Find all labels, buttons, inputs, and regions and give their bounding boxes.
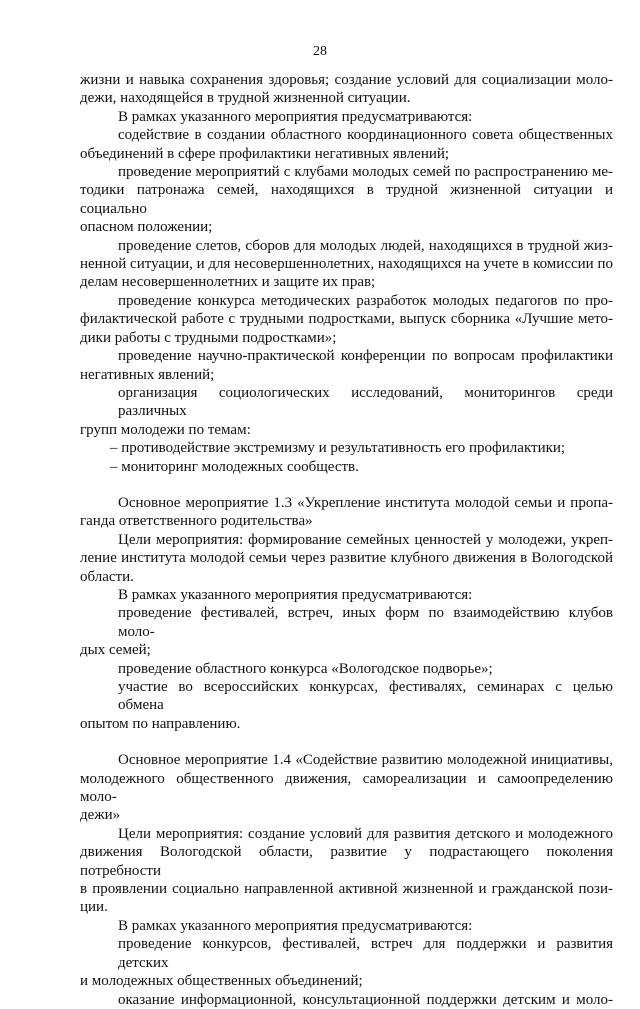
paragraph <box>80 751 613 825</box>
paragraph <box>80 237 613 292</box>
section-spacer <box>80 733 613 751</box>
text-line: В рамках указанного мероприятия предусматриваются: <box>118 108 473 125</box>
paragraph <box>80 604 613 659</box>
text-line: ненной ситуации, и для несовершеннолетних, находящихся на учете в комиссии по <box>80 256 613 273</box>
list-item: – противодействие экстремизму и результативность его профилактики; <box>110 440 566 457</box>
text-line: тодики патронажа семей, находящихся в трудной жизненной ситуации и социально <box>80 182 613 217</box>
text-line: молодежного общественного движения, самореализации и самоопределению моло- <box>80 770 613 806</box>
text-line: опытом по направлению. <box>80 715 241 732</box>
text-line: проведение конкурсов, фестивалей, встреч для поддержки и развития детских <box>118 936 613 971</box>
text-line: Цели мероприятия: формирование семейных ценностей у молодежи, укреп- <box>118 531 613 548</box>
text-line: проведение слетов, сборов для молодых людей, находящихся в трудной жиз- <box>118 237 613 254</box>
text-line: проведение конкурса методических разработок молодых педагогов по про- <box>118 292 613 309</box>
paragraph <box>80 126 613 163</box>
text-line: объединений в сфере профилактики негативных явлений; <box>80 145 450 162</box>
paragraph <box>80 71 613 108</box>
paragraph <box>80 163 613 237</box>
paragraph <box>80 384 613 439</box>
text-line: содействие в создании областного координационного совета общественных <box>118 127 613 144</box>
text-line: и молодежных общественных объединений; <box>80 973 363 990</box>
paragraph <box>80 917 613 935</box>
paragraph <box>80 108 613 126</box>
text-line: филактической работе с трудными подростками, выпуск сборника «Лучшие мето- <box>80 311 613 328</box>
paragraph <box>80 935 613 990</box>
text-line: области. <box>80 568 134 585</box>
text-line: оказание информационной, консультационной поддержки детским и моло- <box>118 991 613 1008</box>
paragraph <box>80 660 613 678</box>
text-line: дежи» <box>80 807 121 824</box>
paragraph <box>80 586 613 604</box>
text-line: дежи, находящейся в трудной жизненной ситуации. <box>80 90 411 107</box>
text-line: ции. <box>80 899 108 916</box>
text-line: ганда ответственного родительства» <box>80 513 313 530</box>
text-line: проведение научно-практической конференции по вопросам профилактики <box>118 348 613 365</box>
list-item: – мониторинг молодежных сообществ. <box>110 458 359 475</box>
text-line: Цели мероприятия: создание условий для развития детского и молодежного <box>118 825 613 842</box>
text-line: в проявлении социально направленной активной жизненной и гражданской пози- <box>80 881 613 898</box>
text-line: В рамках указанного мероприятия предусматриваются: <box>118 586 473 603</box>
text-line: делам несовершеннолетних и защите их прав; <box>80 274 376 291</box>
paragraph <box>80 531 613 586</box>
text-line: Основное мероприятие 1.3 «Укрепление института молодой семьи и пропа- <box>118 494 613 511</box>
text-line: жизни и навыка сохранения здоровья; создание условий для социализации моло- <box>80 72 613 88</box>
paragraph <box>80 678 613 733</box>
text-line: организация социологических исследований, мониторингов среди различных <box>118 384 613 420</box>
text-line: проведение областного конкурса «Вологодское подворье»; <box>118 660 493 677</box>
text-line: ление института молодой семьи через развитие клубного движения в Вологодской <box>80 550 613 567</box>
text-line: опасном положении; <box>80 219 213 236</box>
text-line: дики работы с трудными подростками»; <box>80 329 337 346</box>
text-line: групп молодежи по темам: <box>80 421 251 438</box>
text-line: В рамках указанного мероприятия предусматриваются: <box>118 917 473 934</box>
paragraph <box>80 439 613 476</box>
page-number: 28 <box>313 44 327 59</box>
paragraph <box>80 991 613 1009</box>
paragraph <box>80 292 613 347</box>
paragraph <box>80 347 613 384</box>
text-line: участие во всероссийских конкурсах, фестивалях, семинарах с целью обмена <box>118 679 613 714</box>
text-line: движения Вологодской области, развитие у подрастающего поколения потребности <box>80 844 613 879</box>
text-line: Основное мероприятие 1.4 «Содействие развитию молодежной инициативы, <box>118 752 613 769</box>
text-line: проведение фестивалей, встреч, иных форм по взаимодействию клубов моло- <box>118 605 613 640</box>
text-line: дых семей; <box>80 642 151 659</box>
document-body <box>80 71 613 1009</box>
section-spacer <box>80 476 613 494</box>
text-line: проведение мероприятий с клубами молодых семей по распространению ме- <box>118 164 613 181</box>
text-line: негативных явлений; <box>80 366 215 383</box>
paragraph <box>80 494 613 531</box>
paragraph <box>80 825 613 917</box>
